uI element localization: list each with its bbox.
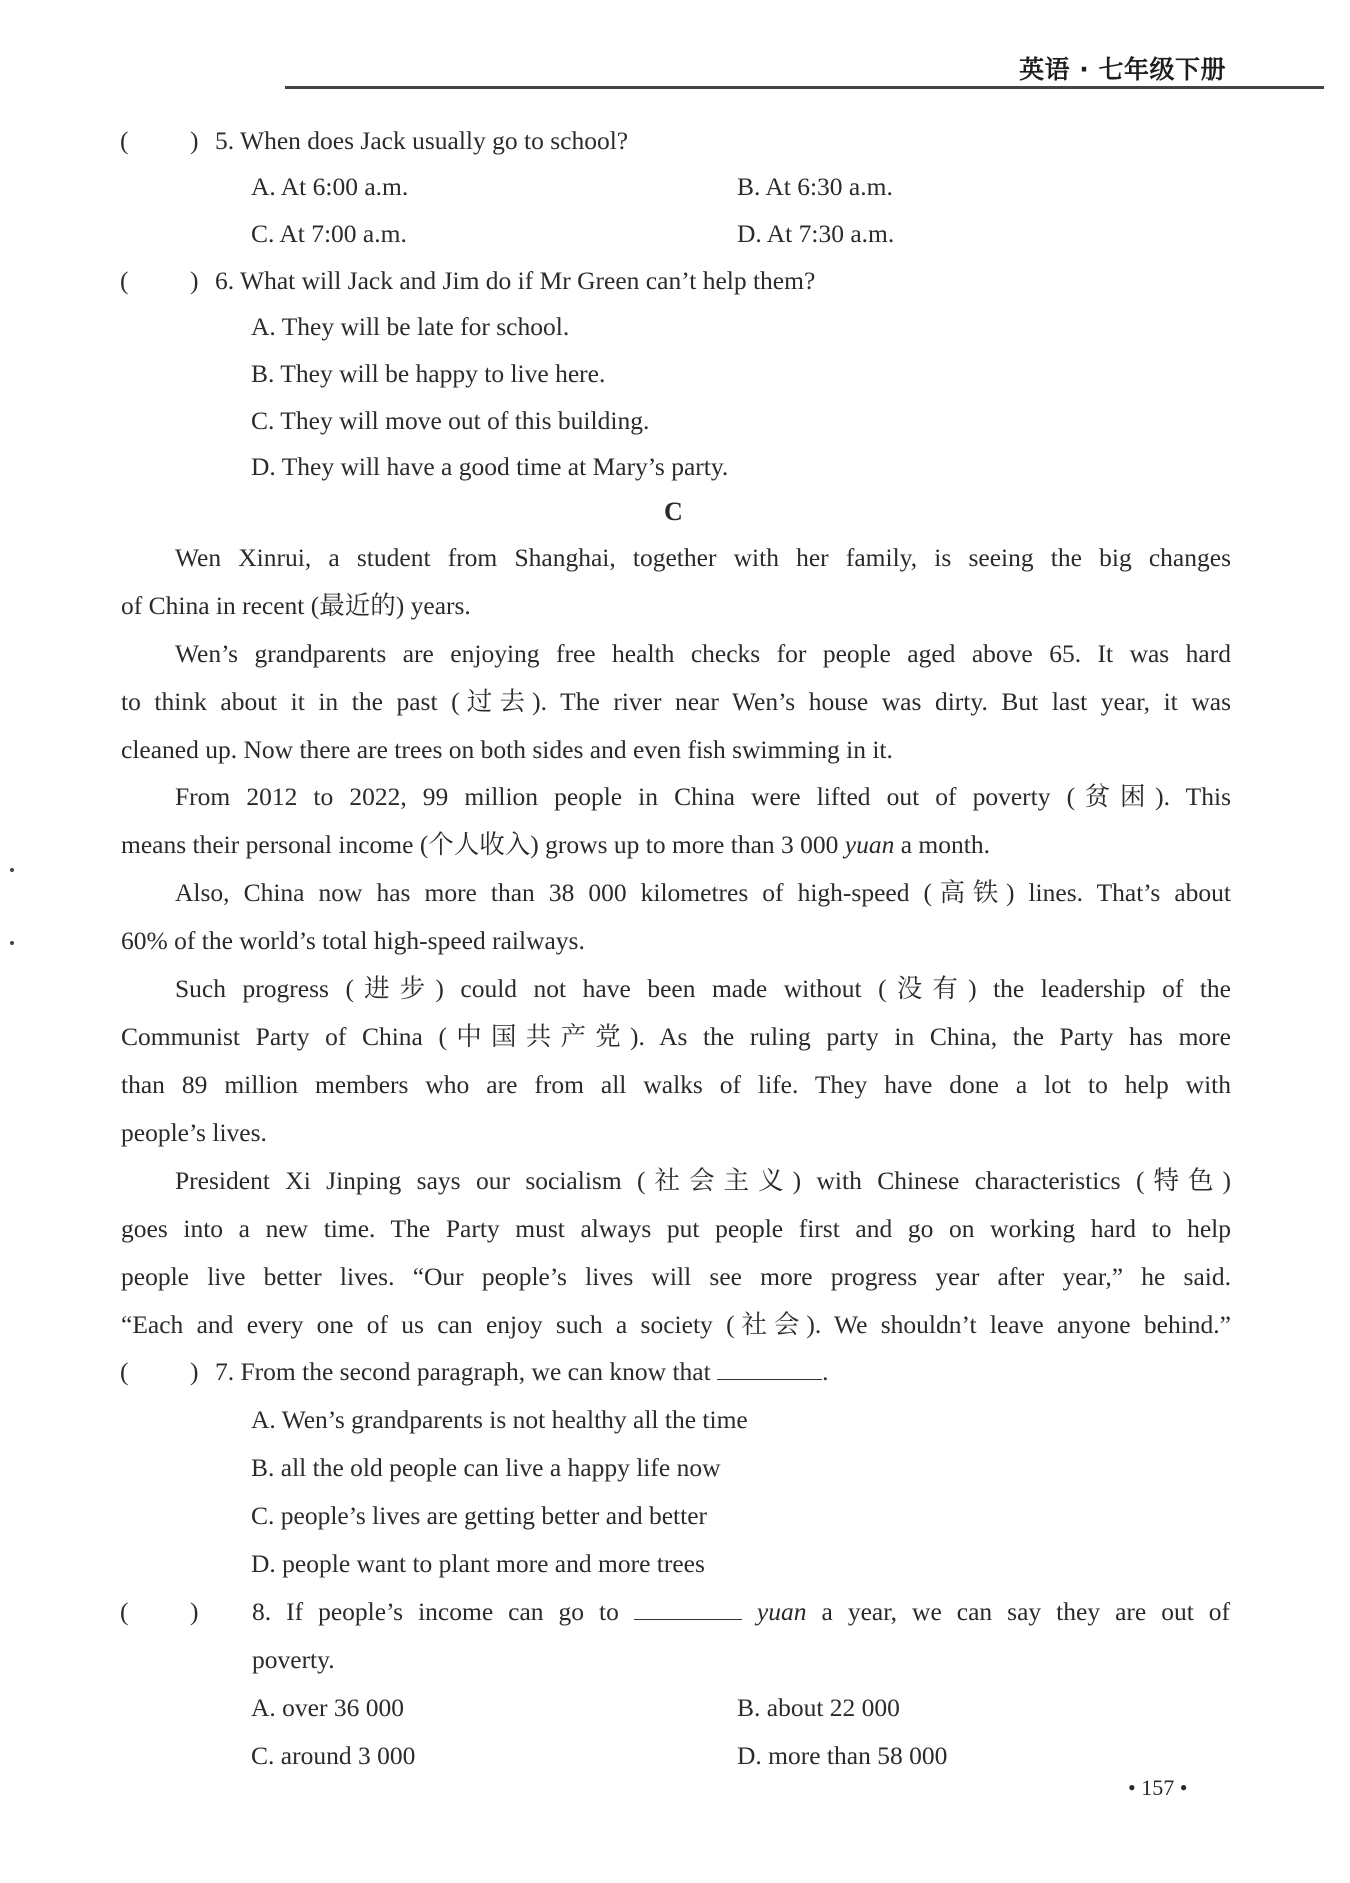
- q6-option-c: C. They will move out of this building.: [251, 406, 650, 435]
- q7-option-b: B. all the old people can live a happy life now: [251, 1453, 721, 1482]
- q8-option-b: B. about 22 000: [737, 1693, 900, 1722]
- q8-option-c: C. around 3 000: [251, 1741, 416, 1770]
- header-rule: [285, 86, 1324, 89]
- q6-option-d: D. They will have a good time at Mary’s party.: [251, 452, 729, 481]
- q8-bracket-close: ): [190, 1597, 199, 1626]
- passage-p5-line1: Such progress (进步) could not have been made without (没有) the leadership of the: [175, 974, 1231, 1003]
- passage-p3-line2: [121, 830, 1231, 860]
- q8-answer-blank[interactable]: [634, 1597, 742, 1620]
- q5-option-b: B. At 6:30 a.m.: [737, 172, 893, 201]
- passage-p2-line3: cleaned up. Now there are trees on both sides and even fish swimming in it.: [121, 735, 893, 764]
- q8-stem: [252, 1597, 1230, 1627]
- q7-bracket-close: ): [190, 1357, 199, 1386]
- q5-option-d: D. At 7:30 a.m.: [737, 219, 895, 248]
- header-title: 英语 · 七年级下册: [1019, 55, 1226, 84]
- q6-stem: 6. What will Jack and Jim do if Mr Green can’t help them?: [215, 266, 816, 295]
- q7-option-c: C. people’s lives are getting better and better: [251, 1501, 708, 1530]
- passage-p2-line2: to think about it in the past (过去). The river near Wen’s house was dirty. But last year, it was: [121, 687, 1231, 716]
- q8-option-a: A. over 36 000: [251, 1693, 404, 1722]
- q5-option-a: A. At 6:00 a.m.: [251, 172, 409, 201]
- page-number: • 157 •: [1128, 1775, 1188, 1800]
- passage-p3-line2-a: means their personal income (个人收入) grows up to more than 3 000: [121, 830, 845, 859]
- q8-currency: yuan: [756, 1597, 807, 1626]
- q6-option-a: A. They will be late for school.: [251, 312, 570, 341]
- q7-stem: [215, 1357, 828, 1387]
- q7-option-a: A. Wen’s grandparents is not healthy all the time: [251, 1405, 748, 1434]
- q8-option-d: D. more than 58 000: [737, 1741, 948, 1770]
- q8-bracket-open: (: [120, 1597, 129, 1626]
- q5-stem: 5. When does Jack usually go to school?: [215, 126, 629, 155]
- q6-bracket-open: (: [120, 266, 129, 295]
- q5-bracket-open: (: [120, 126, 129, 155]
- passage-p4-line2: 60% of the world’s total high-speed railways.: [121, 926, 585, 955]
- q7-bracket-open: (: [120, 1357, 129, 1386]
- q8-stem-line2: poverty.: [252, 1645, 335, 1674]
- passage-p5-line4: people’s lives.: [121, 1118, 267, 1147]
- q8-stem-b: a year, we can say they are out of: [821, 1597, 1231, 1626]
- scan-speck: [10, 941, 14, 945]
- passage-p2-line1: Wen’s grandparents are enjoying free health checks for people aged above 65. It was hard: [175, 639, 1231, 668]
- passage-p6-line3: people live better lives. “Our people’s lives will see more progress year after year,” he said.: [121, 1262, 1231, 1291]
- passage-p4-line1: Also, China now has more than 38 000 kilometres of high-speed (高铁) lines. That’s about: [175, 878, 1231, 907]
- passage-p3-currency: yuan: [844, 830, 895, 859]
- passage-p6-line1: President Xi Jinping says our socialism (社会主义) with Chinese characteristics (特色): [175, 1166, 1231, 1195]
- q5-bracket-close: ): [190, 126, 199, 155]
- q7-option-d: D. people want to plant more and more trees: [251, 1549, 705, 1578]
- passage-p5-line3: than 89 million members who are from all walks of life. They have done a lot to help with: [121, 1070, 1231, 1099]
- passage-p5-line2: Communist Party of China (中国共产党). As the ruling party in China, the Party has more: [121, 1022, 1231, 1051]
- passage-p3-line2-b: a month.: [894, 830, 990, 859]
- q6-bracket-close: ): [190, 266, 199, 295]
- section-heading: C: [664, 497, 683, 526]
- passage-p1-line1: Wen Xinrui, a student from Shanghai, together with her family, is seeing the big changes: [175, 543, 1231, 572]
- passage-p6-line4: “Each and every one of us can enjoy such a society (社会). We shouldn’t leave anyone behind.”: [121, 1310, 1231, 1339]
- q7-stem-end: .: [822, 1357, 829, 1386]
- q6-option-b: B. They will be happy to live here.: [251, 359, 606, 388]
- passage-p6-line2: goes into a new time. The Party must always put people first and go on working hard to help: [121, 1214, 1231, 1243]
- q7-answer-blank[interactable]: [717, 1357, 822, 1380]
- passage-p3-line1: From 2012 to 2022, 99 million people in China were lifted out of poverty (贫困). This: [175, 782, 1231, 811]
- q5-option-c: C. At 7:00 a.m.: [251, 219, 407, 248]
- scan-speck: [10, 868, 14, 872]
- passage-p1-line2: of China in recent (最近的) years.: [121, 591, 471, 620]
- q8-stem-a: 8. If people’s income can go to: [252, 1597, 619, 1626]
- q7-stem-text: 7. From the second paragraph, we can know that: [215, 1357, 711, 1386]
